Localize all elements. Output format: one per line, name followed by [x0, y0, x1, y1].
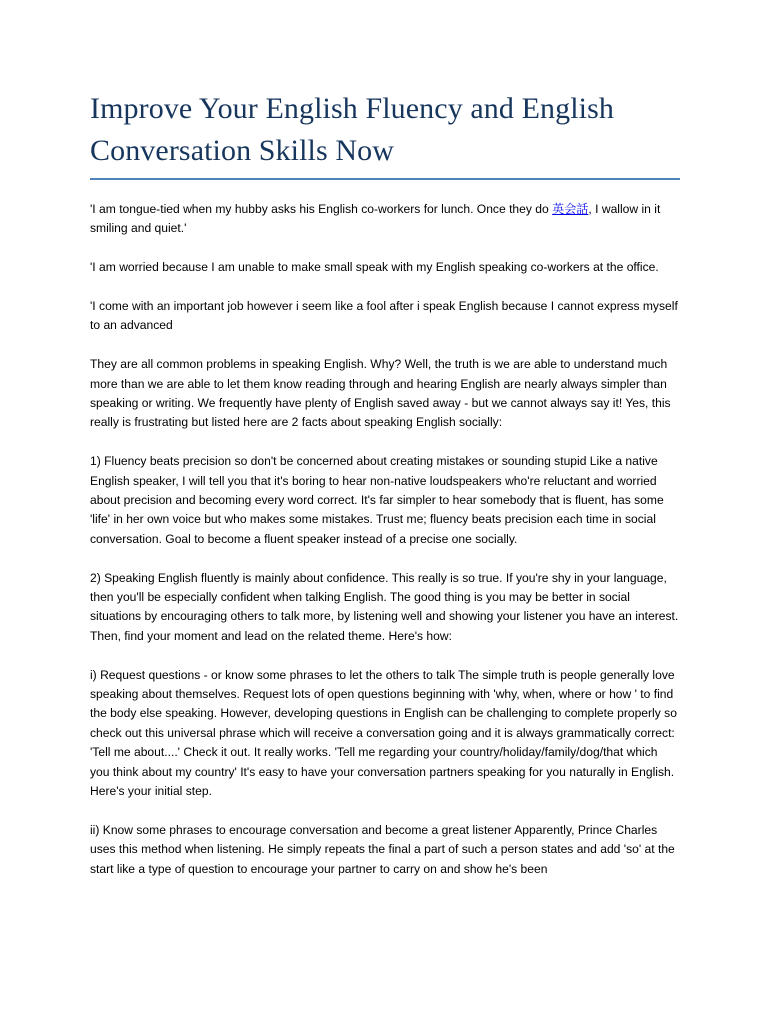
paragraph-5: 1) Fluency beats precision so don't be concerned about creating mistakes or sounding stupid Like a native English speaker, I will tell you that it's boring to hear non-native loudspeakers who're reluctant and worried about precision and becoming every word correct. It's far simpler to hear somebody that is fluent, has some 'life' in her own voice but who makes some mistakes. Trust me; fluency beats precision each time in social conversation. Goal to become a fluent speaker instead of a precise one socially. — [90, 454, 664, 546]
paragraph-2: 'I am worried because I am unable to make small speak with my English speaking co-workers at the office. — [90, 260, 659, 275]
paragraph-4: They are all common problems in speaking English. Why? Well, the truth is we are able to understand much more than we are able to let them know reading through and hearing English are nearly always simpler than speaking or writing. We frequently have plenty of English saved away - but we cannot always say it! Yes, this really is frustrating but listed here are 2 facts about speaking English socially: — [90, 357, 671, 430]
paragraph-1 — [90, 200, 680, 239]
paragraph-7: i) Request questions - or know some phrases to let the others to talk The simple truth is people generally love speaking about themselves. Request lots of open questions beginning with 'why, when, where or how ' to find the body else speaking. However, developing questions in English can be challenging to complete properly so check out this universal phrase which will receive a conversation going and it is always grammatically correct: 'Tell me about....' Check it out. It really works. 'Tell me regarding your country/holiday/family/dog/that which you think about my country' It's easy to have your conversation partners speaking for you naturally in English. Here's your initial step. — [90, 667, 677, 799]
document-page — [90, 88, 680, 899]
paragraph-3: 'I come with an important job however i seem like a fool after i speak English because I cannot express myself to an advanced — [90, 299, 678, 333]
paragraph-1-text-after: , I wallow in it smiling and quiet.' — [90, 202, 661, 236]
paragraph-6: 2) Speaking English fluently is mainly about confidence. This really is so true. If you're shy in your language, then you'll be especially confident when talking English. The good thing is you may be better in social situations by encouraging others to talk more, by listening well and showing your listener you have an interest. Then, find your moment and lead on the related theme. Here's how: — [90, 570, 679, 643]
paragraph-1-text-before: 'I am tongue-tied when my hubby asks his English co-workers for lunch. Once they do — [90, 202, 553, 216]
page-title: Improve Your English Fluency and English Conversation Skills Now — [90, 88, 680, 180]
paragraph-8: ii) Know some phrases to encourage conversation and become a great listener Apparently, Prince Charles uses this method when listening. He simply repeats the final a part of such a person states and add 'so' at the start like a type of question to encourage your partner to carry on and show he's been — [90, 822, 675, 876]
eikaiwa-link[interactable]: 英会話 — [552, 202, 589, 216]
document-body — [90, 200, 680, 879]
